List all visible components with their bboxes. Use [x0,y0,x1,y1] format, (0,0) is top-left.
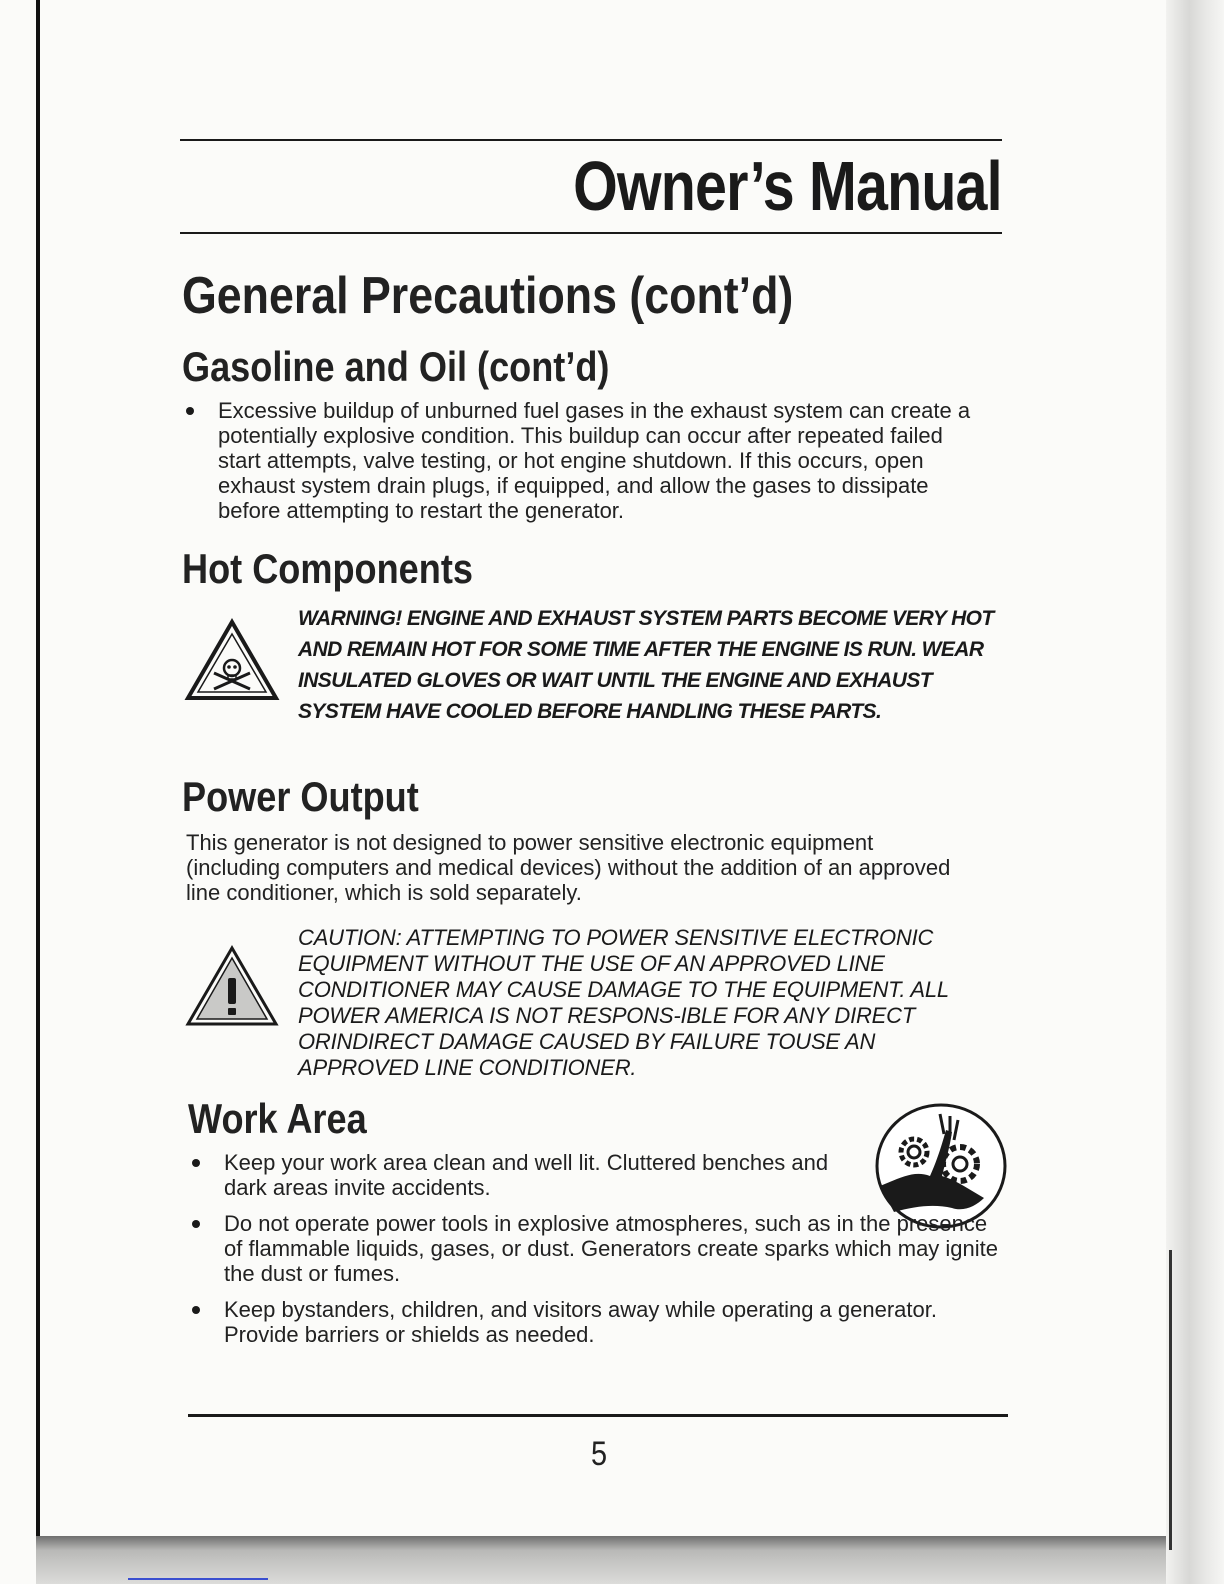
power-output-paragraph: This generator is not designed to power sensitive electronic equipment (including computers and medical devices) without the addition of an approved line conditioner, which is sold separately. [186,830,951,905]
scan-right-edge-line [1169,1250,1172,1550]
header-bottom-rule [180,232,1002,234]
page-content [180,0,1010,1584]
scan-right-edge [1166,0,1224,1584]
bullet-dot-icon [186,407,194,415]
list-item-text: Keep bystanders, children, and visitors away while operating a generator. Provide barriers or shields as needed. [224,1297,937,1347]
hot-components-heading: Hot Components [182,545,473,592]
list-item [186,1150,1006,1200]
bullet-dot-icon [192,1220,200,1228]
manual-title: Owner’s Manual [573,147,1002,225]
work-area-list [186,1150,1006,1358]
gasoline-heading: Gasoline and Oil (cont’d) [182,343,610,390]
skull-crossbones-warning-icon [184,618,280,704]
power-output-heading: Power Output [182,773,419,820]
exclamation-warning-icon [184,944,280,1030]
power-output-caution: CAUTION: ATTEMPTING TO POWER SENSITIVE ELECTRONIC EQUIPMENT WITHOUT THE USE OF AN APPROVED LINE CONDITIONER MAY CAUSE DAMAGE TO THE EQUIPMENT. ALL POWER AMERICA IS NOT RESPONS-IBLE FOR ANY DIRECT ORINDIRECT DAMAGE CAUSED BY FAILURE TOUSE AN APPROVED LINE CONDITIONER. [298,925,949,1080]
list-item-text: Excessive buildup of unburned fuel gases in the exhaust system can create a potentially explosive condition. This buildup can occur after repeated failed start attempts, valve testing, or hot engine shutdown. If this occurs, open exhaust system drain plugs, if equipped, and allow the gases to dissipate before attempting to restart the generator. [218,398,971,523]
list-item [180,398,980,523]
list-item-text: Keep your work area clean and well lit. Cluttered benches and dark areas invite accidents. [224,1150,829,1200]
footer-rule [188,1414,1008,1417]
gasoline-list [180,398,980,523]
work-area-heading: Work Area [188,1095,367,1142]
page-number: 5 [590,1435,608,1473]
list-item [186,1297,1006,1347]
header-top-rule [180,139,1002,141]
page-section-title: General Precautions (cont’d) [182,267,794,325]
bullet-dot-icon [192,1159,200,1167]
hot-components-warning: WARNING! ENGINE AND EXHAUST SYSTEM PARTS BECOME VERY HOT AND REMAIN HOT FOR SOME TIME AFTER THE ENGINE IS RUN. WEAR INSULATED GLOVES OR WAIT UNTIL THE ENGINE AND EXHAUST SYSTEM HAVE COOLED BEFORE HANDLING THESE PARTS. [298,607,994,723]
bullet-dot-icon [192,1306,200,1314]
list-item [186,1211,1006,1286]
list-item-text: Do not operate power tools in explosive atmospheres, such as in the presence of flammable liquids, gases, or dust. Generators create sparks which may ignite the dust or fumes. [224,1211,999,1286]
scan-left-edge [36,0,40,1584]
